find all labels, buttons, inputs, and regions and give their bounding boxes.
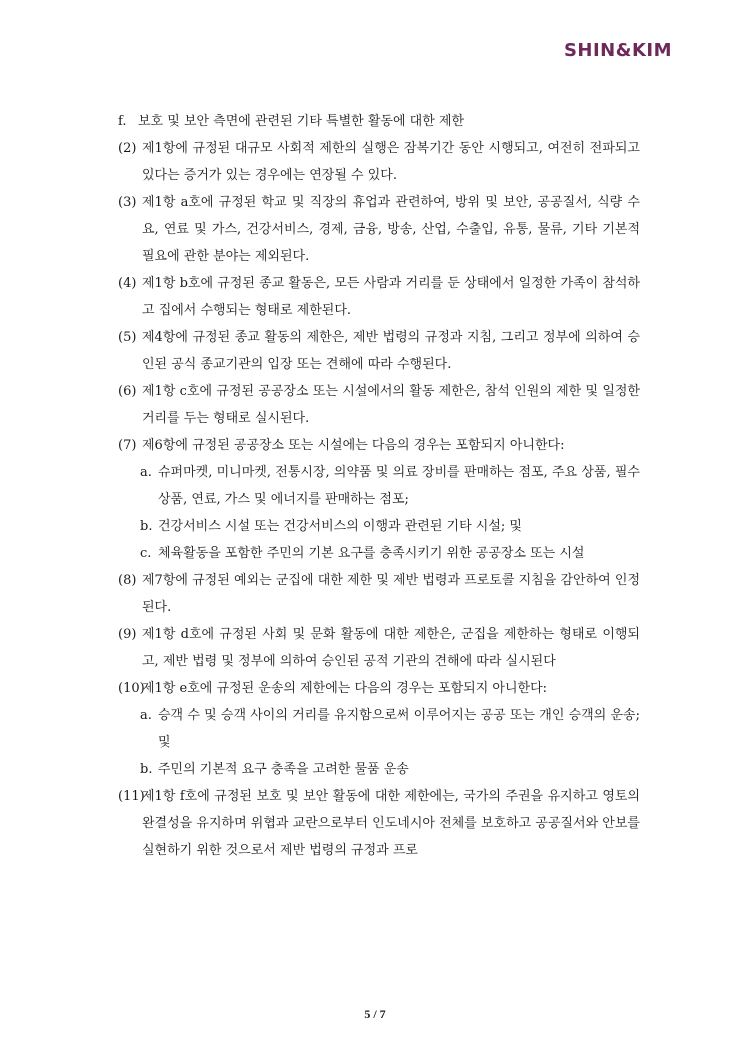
item-marker: (8) (118, 573, 137, 588)
item-text: 체육활동을 포함한 주민의 기본 요구를 충족시키기 위한 공공장소 또는 시설 (158, 546, 585, 561)
document-body (118, 108, 640, 864)
item-marker: (11) (118, 789, 145, 804)
item-marker: (3) (118, 195, 137, 210)
list-item (118, 189, 640, 270)
list-item (118, 108, 640, 135)
sub-list-item (118, 702, 640, 756)
sub-list-item (118, 513, 640, 540)
item-text: 제1항 f호에 규정된 보호 및 보안 활동에 대한 제한에는, 국가의 주권을 유지하고 영토의 완결성을 유지하며 위협과 교란으로부터 인도네시아 전체를 보호하고 공공질서와 안보를 실현하기 위한 것으로서 제반 법령의 규정과 프로 (142, 789, 640, 858)
item-text: 제1항에 규정된 대규모 사회적 제한의 실행은 잠복기간 동안 시행되고, 여전히 전파되고 있다는 증거가 있는 경우에는 연장될 수 있다. (142, 141, 640, 183)
item-marker: a. (140, 465, 152, 480)
item-text: 제1항 a호에 규정된 학교 및 직장의 휴업과 관련하여, 방위 및 보안, 공공질서, 식량 수요, 연료 및 가스, 건강서비스, 경제, 금융, 방송, 산업, 수출입, 유통, 물류, 기타 기본적 필요에 관한 분야는 제외된다. (142, 195, 640, 264)
list-item (118, 324, 640, 378)
item-marker: (2) (118, 141, 137, 156)
item-marker: a. (140, 708, 152, 723)
item-marker: f. (118, 114, 127, 129)
item-text: 제1항 c호에 규정된 공공장소 또는 시설에서의 활동 제한은, 참석 인원의 제한 및 일정한 거리를 두는 형태로 실시된다. (142, 384, 640, 426)
item-text: 제4항에 규정된 종교 활동의 제한은, 제반 법령의 규정과 지침, 그리고 정부에 의하여 승인된 공식 종교기관의 입장 또는 견해에 따라 수행된다. (142, 330, 640, 372)
item-marker: b. (140, 762, 153, 777)
item-marker: (6) (118, 384, 137, 399)
item-marker: (9) (118, 627, 137, 642)
item-marker: b. (140, 519, 153, 534)
item-text: 슈퍼마켓, 미니마켓, 전통시장, 의약품 및 의료 장비를 판매하는 점포, 주요 상품, 필수 상품, 연료, 가스 및 에너지를 판매하는 점포; (158, 465, 640, 507)
item-text: 제7항에 규정된 예외는 군집에 대한 제한 및 제반 법령과 프로토콜 지침을 감안하여 인정된다. (142, 573, 640, 615)
list-item (118, 270, 640, 324)
list-item (118, 378, 640, 432)
list-item (118, 567, 640, 621)
item-text: 제6항에 규정된 공공장소 또는 시설에는 다음의 경우는 포함되지 아니한다: (142, 438, 565, 453)
item-text: 건강서비스 시설 또는 건강서비스의 이행과 관련된 기타 시설; 및 (158, 519, 522, 534)
shin-kim-logo: SHIN&KIM (563, 40, 672, 61)
page-number: 5 / 7 (364, 1007, 386, 1021)
item-marker: (7) (118, 438, 137, 453)
item-text: 제1항 b호에 규정된 종교 활동은, 모든 사람과 거리를 둔 상태에서 일정한 가족이 참석하고 집에서 수행되는 형태로 제한된다. (142, 276, 640, 318)
list-item (118, 675, 640, 702)
item-text: 제1항 e호에 규정된 운송의 제한에는 다음의 경우는 포함되지 아니한다: (142, 681, 548, 696)
sub-list-item (118, 459, 640, 513)
item-marker: (10) (118, 681, 145, 696)
list-item (118, 621, 640, 675)
list-item (118, 135, 640, 189)
item-text: 주민의 기본적 요구 충족을 고려한 물품 운송 (158, 762, 409, 777)
sub-list-item (118, 756, 640, 783)
list-item (118, 432, 640, 459)
item-text: 제1항 d호에 규정된 사회 및 문화 활동에 대한 제한은, 군집을 제한하는 형태로 이행되고, 제반 법령 및 정부에 의하여 승인된 공적 기관의 견해에 따라 실시된다 (142, 627, 640, 669)
item-text: 보호 및 보안 측면에 관련된 기타 특별한 활동에 대한 제한 (138, 114, 465, 129)
item-marker: c. (140, 546, 152, 561)
sub-list-item (118, 540, 640, 567)
item-text: 승객 수 및 승객 사이의 거리를 유지함으로써 이루어지는 공공 또는 개인 승객의 운송; 및 (158, 708, 640, 750)
item-marker: (5) (118, 330, 137, 345)
list-item (118, 783, 640, 864)
item-marker: (4) (118, 276, 137, 291)
